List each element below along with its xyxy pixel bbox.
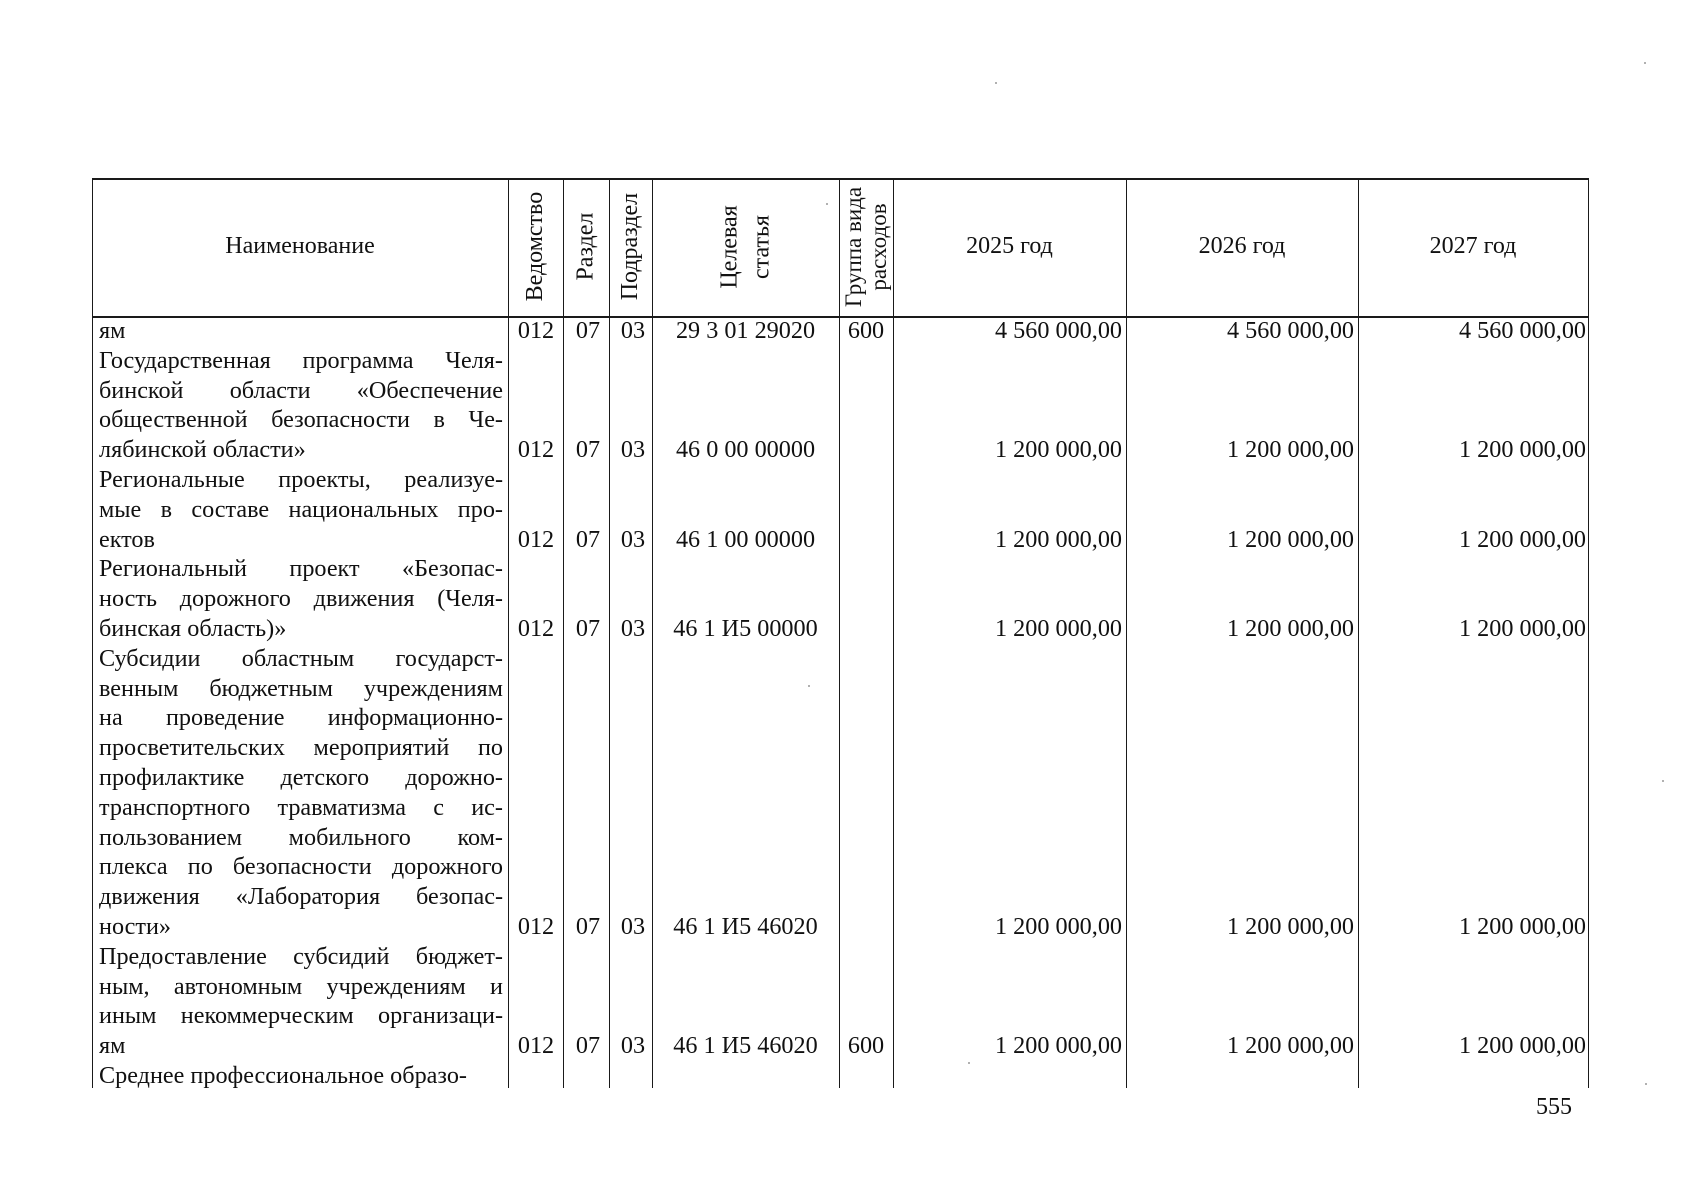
row-amount-2026: 1 200 000,00 — [1227, 436, 1354, 464]
word: ным, — [99, 972, 150, 1000]
word: плекса — [99, 853, 168, 881]
row-amount-2027: 4 560 000,00 — [1459, 317, 1586, 344]
header-year-2026 — [1126, 178, 1358, 316]
header-name — [92, 178, 508, 316]
word: в — [160, 495, 173, 523]
scan-speck — [995, 82, 997, 84]
row-amount-2026: 1 200 000,00 — [1227, 1032, 1354, 1060]
row-amount-2027: 1 200 000,00 — [1459, 913, 1586, 940]
word: безопас- — [416, 883, 503, 911]
scan-speck — [808, 685, 810, 687]
row-name-line — [99, 376, 503, 406]
row-amount-2027: 1 200 000,00 — [1459, 1032, 1586, 1060]
row-amount-2025: 1 200 000,00 — [995, 436, 1122, 464]
row-department: 012 — [517, 1032, 555, 1060]
word: субсидий — [293, 942, 390, 970]
word: некоммерческим — [180, 1002, 354, 1030]
word: «Лаборатория — [235, 883, 381, 911]
row-name-line: бинская область)» — [99, 614, 287, 642]
word: Че- — [468, 406, 503, 434]
row-name — [99, 1061, 503, 1091]
word: автономным — [173, 972, 303, 1000]
word: Предоставление — [99, 942, 267, 970]
row-name-line — [99, 733, 503, 763]
row-name-line: лябинской области» — [99, 436, 306, 464]
word: по — [187, 853, 213, 881]
word: венным — [99, 674, 179, 702]
header-year-2027 — [1358, 178, 1588, 316]
row-name-line — [99, 763, 503, 793]
word: областным — [241, 644, 355, 672]
word: Челя- — [445, 346, 503, 374]
row-name-line — [99, 703, 503, 733]
header-expense-group — [839, 178, 893, 316]
word: дорожно- — [405, 763, 503, 791]
col-border-right — [1588, 178, 1589, 1088]
word: информационно- — [327, 704, 503, 732]
row-department: 012 — [517, 525, 555, 553]
row-target-article: 29 3 01 29020 — [675, 317, 816, 344]
row-expense-group: 600 — [847, 317, 885, 344]
row-name-line — [99, 942, 503, 972]
row-subsection: 03 — [620, 436, 646, 464]
word: безопасности — [271, 406, 410, 434]
row-target-article: 46 1 И5 46020 — [673, 1032, 818, 1060]
row-name-line — [99, 674, 503, 704]
word: (Челя- — [437, 585, 503, 613]
word: учреждениям — [326, 972, 466, 1000]
row-section: 07 — [575, 436, 601, 464]
scan-speck — [826, 203, 828, 205]
row-name — [99, 465, 503, 554]
row-department: 012 — [517, 615, 555, 642]
word: проведение — [165, 704, 285, 732]
word: программа — [302, 346, 414, 374]
row-section: 07 — [575, 317, 601, 344]
row-expense-group: 600 — [847, 1032, 885, 1060]
word: организаци- — [378, 1002, 503, 1030]
row-subsection: 03 — [620, 1032, 646, 1060]
row-name — [99, 346, 503, 465]
row-name-line — [99, 972, 503, 1002]
row-name-line — [99, 584, 503, 614]
row-target-article: 46 1 И5 00000 — [673, 615, 818, 642]
row-name-line: Среднее профессиональное образо- — [99, 1062, 467, 1089]
scan-speck — [1645, 1083, 1647, 1085]
row-name-line — [99, 882, 503, 912]
word: «Обеспечение — [356, 376, 503, 404]
row-amount-2027: 1 200 000,00 — [1459, 615, 1586, 642]
row-department: 012 — [517, 317, 555, 344]
word: «Безопас- — [401, 555, 503, 583]
row-amount-2027: 1 200 000,00 — [1459, 525, 1586, 553]
word: ком- — [457, 823, 503, 851]
word: движения — [313, 585, 415, 613]
header-section — [563, 178, 609, 316]
row-name-line — [99, 793, 503, 823]
row-subsection: 03 — [620, 913, 646, 940]
row-target-article: 46 1 00 00000 — [675, 525, 816, 553]
word: детского — [280, 763, 370, 791]
row-department: 012 — [517, 436, 555, 464]
word: Государственная — [99, 346, 271, 374]
header-expense-group-text — [841, 187, 891, 307]
header-target-article-text — [713, 205, 777, 288]
header-section-text: Раздел — [572, 213, 599, 281]
header-target-article — [652, 178, 839, 316]
word: национальных — [288, 495, 439, 523]
row-amount-2026: 1 200 000,00 — [1227, 615, 1354, 642]
row-name — [99, 644, 503, 942]
row-section: 07 — [575, 1032, 601, 1060]
word: проект — [289, 555, 360, 583]
word: транспортного — [99, 793, 251, 821]
row-amount-2025: 1 200 000,00 — [995, 913, 1122, 940]
row-section: 07 — [575, 913, 601, 940]
row-subsection: 03 — [620, 317, 646, 344]
row-name-line — [99, 852, 503, 882]
word: составе — [191, 495, 270, 523]
row-name-line — [99, 465, 503, 495]
header-name-text: Наименование — [225, 233, 375, 260]
header-subsection-text: Подраздел — [616, 193, 643, 301]
row-name-line — [99, 405, 503, 435]
word: ность — [99, 585, 157, 613]
word: государст- — [395, 644, 503, 672]
header-department-text: Ведомство — [521, 192, 548, 302]
word: иным — [99, 1002, 157, 1030]
word: мые — [99, 495, 142, 523]
header-year-2025 — [893, 178, 1126, 316]
header-year-2027-text: 2027 год — [1429, 233, 1517, 260]
header-department — [508, 178, 563, 316]
row-name-line — [99, 346, 503, 376]
row-name-line: ям — [99, 1032, 126, 1060]
row-name-line — [99, 1001, 503, 1031]
row-name — [99, 316, 503, 346]
word: на — [99, 704, 123, 732]
word: безопасности — [232, 853, 372, 881]
word: в — [433, 406, 445, 434]
word: Региональные — [99, 466, 245, 493]
header-subsection — [609, 178, 652, 316]
word: реализуе- — [404, 466, 503, 493]
word: бюджет- — [415, 942, 503, 970]
word: дорожного — [391, 853, 503, 881]
page-number: 555 — [1536, 1094, 1572, 1120]
row-name-line: ектов — [99, 525, 155, 553]
word: области — [229, 376, 311, 404]
word: профилактике — [99, 763, 245, 791]
word: пользованием — [99, 823, 243, 851]
row-amount-2025: 1 200 000,00 — [995, 1032, 1122, 1060]
row-amount-2025: 4 560 000,00 — [995, 317, 1122, 344]
row-subsection: 03 — [620, 525, 646, 553]
row-amount-2026: 1 200 000,00 — [1227, 525, 1354, 553]
scan-speck — [1644, 62, 1646, 64]
word: просветительских — [99, 734, 285, 762]
header-expense-group-line1: Группа вида — [841, 186, 867, 308]
header-year-2025-text: 2025 год — [966, 233, 1053, 260]
word: бинской — [99, 376, 184, 404]
row-name-line: ям — [99, 317, 126, 344]
row-name — [99, 942, 503, 1061]
word: Субсидии — [99, 644, 201, 672]
scan-speck — [1662, 780, 1664, 782]
row-department: 012 — [517, 913, 555, 940]
word: по — [477, 734, 503, 762]
row-name-line: ности» — [99, 912, 171, 940]
row-name-line — [99, 823, 503, 853]
row-name — [99, 554, 503, 643]
row-amount-2025: 1 200 000,00 — [995, 615, 1122, 642]
row-amount-2026: 4 560 000,00 — [1227, 317, 1354, 344]
row-amount-2027: 1 200 000,00 — [1459, 436, 1586, 464]
row-target-article: 46 0 00 00000 — [675, 436, 816, 464]
row-section: 07 — [575, 615, 601, 642]
scan-speck — [968, 1062, 970, 1064]
row-amount-2026: 1 200 000,00 — [1227, 913, 1354, 940]
word: дорожного — [179, 585, 291, 613]
word: бюджетным — [209, 674, 333, 702]
word: Региональный — [99, 555, 247, 583]
header-target-article-line1: Целевая — [716, 205, 743, 289]
header-year-2026-text: 2026 год — [1198, 233, 1286, 260]
word: и — [490, 972, 503, 1000]
word: проекты, — [278, 466, 371, 493]
word: про- — [457, 495, 503, 523]
row-section: 07 — [575, 525, 601, 553]
word: общественной — [99, 406, 248, 434]
word: мероприятий — [313, 734, 450, 762]
header-target-article-line2: статья — [748, 215, 775, 279]
word: мобильного — [288, 823, 411, 851]
word: учреждениям — [363, 674, 503, 702]
row-subsection: 03 — [620, 615, 646, 642]
word: с — [433, 793, 444, 821]
row-name-line — [99, 644, 503, 674]
row-amount-2025: 1 200 000,00 — [995, 525, 1122, 553]
word: движения — [99, 883, 200, 911]
word: травматизма — [277, 793, 407, 821]
row-name-line — [99, 495, 503, 525]
row-target-article: 46 1 И5 46020 — [673, 913, 818, 940]
header-expense-group-line2: расходов — [866, 203, 892, 291]
row-name-line — [99, 554, 503, 584]
word: ис- — [471, 793, 503, 821]
